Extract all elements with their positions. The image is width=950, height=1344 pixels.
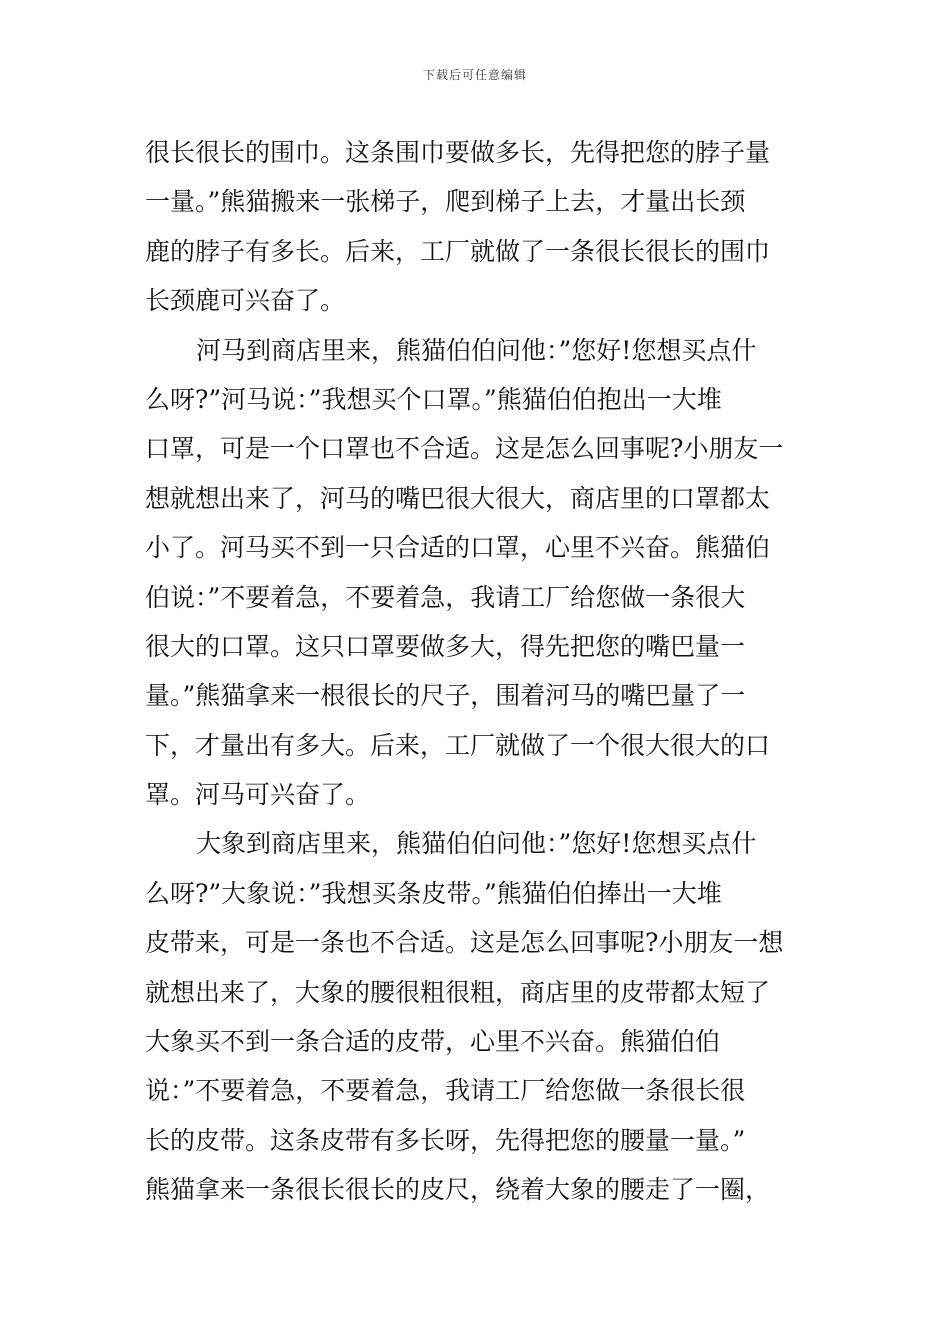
- text-line: 熊猫拿来一条很长很长的皮尺，绕着大象的腰走了一圈，: [145, 1175, 771, 1205]
- text-line: 么呀?”大象说：”我想买条皮带。”熊猫伯伯捧出一大堆: [145, 878, 722, 908]
- text-line: 想就想出来了，河马的嘴巴很大很大，商店里的口罩都太: [145, 483, 771, 513]
- header-note: 下载后可任意编辑: [422, 68, 527, 82]
- text-line: 很长很长的围巾。这条围巾要做多长，先得把您的脖子量: [145, 138, 771, 167]
- text-line: 大象买不到一条合适的皮带，心里不兴奋。熊猫伯伯: [145, 1027, 721, 1057]
- text-line: 长颈鹿可兴奋了。: [145, 286, 346, 316]
- text-line: 一量。”熊猫搬来一张梯子，爬到梯子上去，才量出长颈: [145, 187, 746, 217]
- text-line: 鹿的脖子有多长。后来，工厂就做了一条很长很长的围巾: [145, 236, 771, 266]
- text-line: 罩。河马可兴奋了。: [145, 780, 371, 810]
- text-line: 说：”不要着急，不要着急，我请工厂给您做一条很长很: [145, 1076, 746, 1106]
- text-line: 长的皮带。这条皮带有多长呀，先得把您的腰量一量。”: [145, 1125, 746, 1155]
- paragraph-start-line: 河马到商店里来，熊猫伯伯问他：”您好!您想买点什: [196, 335, 757, 365]
- paragraph-start-line: 大象到商店里来，熊猫伯伯问他：”您好!您想买点什: [196, 829, 757, 859]
- text-line: 量。”熊猫拿来一根很长的尺子，围着河马的嘴巴量了一: [145, 681, 746, 711]
- text-line: 么呀?”河马说：”我想买个口罩。”熊猫伯伯抱出一大堆: [145, 384, 722, 414]
- text-line: 下，才量出有多大。后来，工厂就做了一个很大很大的口: [145, 730, 771, 760]
- text-line: 小了。河马买不到一只合适的口罩，心里不兴奋。熊猫伯: [145, 533, 771, 563]
- text-line: 口罩，可是一个口罩也不合适。这是怎么回事呢?小朋友一: [145, 434, 784, 464]
- body-text: [145, 128, 807, 1215]
- text-line: 很大的口罩。这只口罩要做多大，得先把您的嘴巴量一: [145, 631, 746, 661]
- text-line: 就想出来了，大象的腰很粗很粗，商店里的皮带都太短了: [145, 977, 771, 1007]
- text-line: 伯说：”不要着急，不要着急，我请工厂给您做一条很大: [145, 582, 746, 612]
- text-line: 皮带来，可是一条也不合适。这是怎么回事呢?小朋友一想: [145, 928, 784, 958]
